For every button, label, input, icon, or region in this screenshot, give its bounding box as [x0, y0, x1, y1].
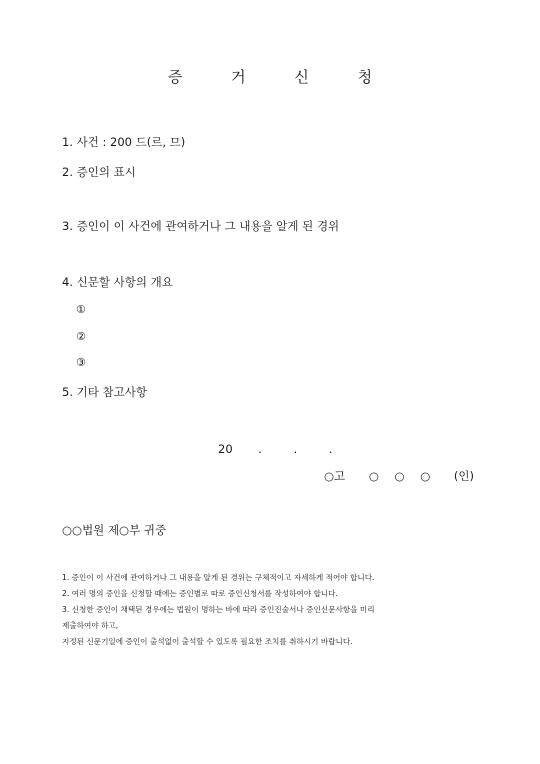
date-year: 20: [218, 442, 233, 456]
date-sep-1: .: [258, 442, 262, 456]
summary-mark-1: ①: [76, 303, 86, 316]
date-sep-3: .: [328, 442, 333, 456]
note-line: 2. 여러 명의 증인을 신청할 때에는 증인별로 따로 증인신청서를 작성하여야 합니다.: [62, 589, 338, 598]
item-relation: 3. 증인이 이 사건에 관여하거나 그 내용을 알게 된 경위: [62, 219, 340, 233]
note-line: 1. 증인이 이 사건에 관여하거나 그 내용을 알게 된 경위는 구체적이고 자세하게 적어야 합니다.: [62, 573, 375, 582]
item-witness: 2. 증인의 표시: [62, 165, 136, 179]
signature-role: ○고: [324, 469, 346, 483]
note-line: 지정된 신문기일에 증인이 출석없이 출석할 수 있도록 필요한 조치를 취하시기 바랍니다.: [62, 637, 353, 646]
date-line: [218, 442, 333, 456]
summary-mark-3: ③: [76, 356, 86, 369]
notes: [62, 570, 482, 650]
summary-mark-2: ②: [76, 330, 86, 343]
item-case: 1. 사건 : 200 드(르, 므): [62, 135, 186, 149]
date-sep-2: .: [293, 442, 298, 456]
item-other: 5. 기타 참고사항: [62, 385, 147, 399]
court-addressee: ○○법원 제○부 귀중: [62, 523, 167, 537]
document-title: 증 거 신 청: [167, 68, 395, 86]
note-line: 3. 신청한 증인이 채택된 경우에는 법원이 명하는 바에 따라 증인진술서나 증인신문사항을 미리: [62, 605, 375, 614]
note-line: 제출하여야 하고,: [62, 621, 119, 630]
item-summary: 4. 신문할 사항의 개요: [62, 275, 173, 289]
signature-name: ○ ○ ○: [368, 469, 437, 483]
signature-line: [324, 468, 474, 484]
signature-seal: (인): [453, 469, 474, 483]
